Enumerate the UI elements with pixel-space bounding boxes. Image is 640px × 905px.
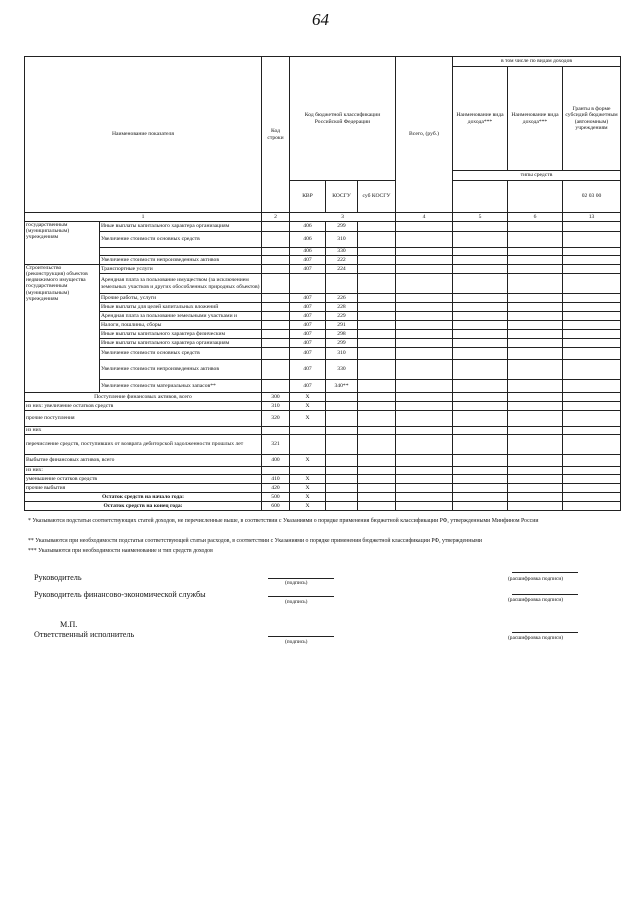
row-label: из них (25, 427, 262, 435)
x-cell (290, 467, 326, 475)
kvr-cell: 407 (290, 294, 326, 303)
kvr-cell: 407 (290, 339, 326, 348)
row-label: Увеличение стоимости непроизведенных активов (100, 256, 262, 265)
row-label: прочие выбытия (25, 484, 262, 493)
x-cell: X (290, 393, 326, 402)
rasshifrovka-caption: (расшифровка подписи) (508, 635, 564, 641)
income-name-2: Наименование вида дохода*** (508, 67, 563, 171)
footnote-2: ** Указываются при необходимости подстатьи соответствующей статьи расходов, в соответствии с Указаниями о порядке применения бюджетной классификации РФ, утвержденными (28, 538, 482, 544)
code-cell: 400 (262, 455, 290, 467)
kbk-col-header: Код бюджетной классификации Российской Федерации (290, 57, 396, 181)
x-cell (290, 435, 326, 455)
page-number: 64 (312, 10, 329, 29)
x-cell: X (290, 475, 326, 484)
kosgu-cell: 291 (326, 321, 358, 330)
total-col-header: Всего, (руб.) (396, 57, 453, 213)
kvr-cell: 407 (290, 256, 326, 265)
kosgu-cell: 224 (326, 265, 358, 274)
x-cell: X (290, 493, 326, 502)
row-label: Увеличение стоимости материальных запасов** (100, 380, 262, 393)
kosgu-cell: 330 (326, 248, 358, 256)
row-label: Налоги, пошлины, сборы (100, 321, 262, 330)
row-label: перечисление средств, поступивших от возврата дебиторской задолженности прошлых лет (25, 435, 262, 455)
row-label: Арендная плата за пользование имуществом (за исключением земельных участков и других обособленных природных объектов) (100, 274, 262, 294)
signature-line (512, 572, 578, 573)
row-label: прочие поступления (25, 411, 262, 427)
code-cell (262, 427, 290, 435)
code-cell: 420 (262, 484, 290, 493)
row-label: Транспортные услуги (100, 265, 262, 274)
name-col-header: Наименование показателя (25, 57, 262, 213)
col-num: 6 (508, 213, 563, 222)
x-cell (290, 427, 326, 435)
signature-line (268, 578, 334, 579)
rasshifrovka-caption: (расшифровка подписи) (508, 576, 564, 582)
code-cell: 500 (262, 493, 290, 502)
financial-table (24, 56, 621, 511)
row-label: из них: увеличение остатков средств (25, 402, 262, 411)
kosgu-cell: 298 (326, 330, 358, 339)
kosgu-cell (326, 274, 358, 294)
row-label: Иные выплаты капитального характера организациям (100, 222, 262, 232)
code-cell: 600 (262, 502, 290, 511)
signature-line (268, 636, 334, 637)
kvr-cell: 407 (290, 330, 326, 339)
kvr-header: КВР (290, 181, 326, 213)
kvr-cell: 406 (290, 222, 326, 232)
col-num: 13 (563, 213, 621, 222)
code-cell: 410 (262, 475, 290, 484)
kosgu-cell: 299 (326, 222, 358, 232)
code-cell: 321 (262, 435, 290, 455)
row-label: Арендная плата за пользование земельными участками и (100, 312, 262, 321)
kvr-cell: 406 (290, 232, 326, 248)
by-income-header: в том числе по видам доходов (453, 57, 621, 67)
code-cell (262, 467, 290, 475)
kosgu-cell: 229 (326, 312, 358, 321)
code-col-header: Код строки (262, 57, 290, 213)
row-label: Поступление финансовых активов, всего (25, 393, 262, 402)
kvr-cell: 407 (290, 312, 326, 321)
kosgu-header: КОСГУ (326, 181, 358, 213)
kosgu-cell: 226 (326, 294, 358, 303)
kvr-cell (290, 274, 326, 294)
row-label: Увеличение стоимости непроизведенных активов (100, 360, 262, 380)
row-label: уменьшение остатков средств (25, 475, 262, 484)
kosgu-cell: 340** (326, 380, 358, 393)
row-label: Прочие работы, услуги (100, 294, 262, 303)
group-label: государственным (муниципальным) учреждениям (25, 222, 100, 265)
row-label (100, 248, 262, 256)
signature-line (268, 596, 334, 597)
kosgu-cell: 299 (326, 339, 358, 348)
x-cell: X (290, 402, 326, 411)
footnote-3: *** Указываются при необходимости наименование и тип средств доходов (28, 548, 213, 554)
x-cell: X (290, 411, 326, 427)
mp-label: М.П. (60, 620, 78, 629)
podpis-caption: (подпись) (285, 580, 308, 586)
sub-kosgu-header: суб КОСГУ (358, 181, 396, 213)
rasshifrovka-caption: (расшифровка подписи) (508, 597, 564, 603)
x-cell: X (290, 455, 326, 467)
signature-line (512, 632, 578, 633)
col-num: 5 (453, 213, 508, 222)
group-label: Строительство (реконструкция) объектов недвижимого имущества государственным (муниципальным) учреждениям (25, 265, 100, 393)
kosgu-cell: 222 (326, 256, 358, 265)
col-num: 1 (25, 213, 262, 222)
row-label: Увеличение стоимости основных средств (100, 348, 262, 360)
signature-line (512, 594, 578, 595)
podpis-caption: (подпись) (285, 599, 308, 605)
kvr-cell: 407 (290, 303, 326, 312)
fund-code: 02 03 00 (563, 181, 621, 213)
executor-label: Ответственный исполнитель (34, 630, 135, 639)
x-cell: X (290, 484, 326, 493)
code-cell: 310 (262, 402, 290, 411)
kosgu-cell: 330 (326, 360, 358, 380)
col-num: 3 (290, 213, 396, 222)
fin-head-label: Руководитель финансово-экономической службы (34, 590, 206, 599)
kosgu-cell: 228 (326, 303, 358, 312)
row-label: Иные выплаты для целей капитальных вложений (100, 303, 262, 312)
row-label: Увеличение стоимости основных средств (100, 232, 262, 248)
kvr-cell: 407 (290, 348, 326, 360)
kvr-cell: 407 (290, 265, 326, 274)
grants-header: Гранты в форме субсидий бюджетным (автономным) учреждениям (563, 67, 621, 171)
income-name-1: Наименование вида дохода*** (453, 67, 508, 171)
podpis-caption: (подпись) (285, 639, 308, 645)
fund-type-label: типы средств (453, 171, 621, 181)
row-label: Остаток средств на начало года: (25, 493, 262, 502)
col-num: 4 (396, 213, 453, 222)
col-num: 2 (262, 213, 290, 222)
row-label: Иные выплаты капитального характера физическим (100, 330, 262, 339)
kvr-cell: 406 (290, 248, 326, 256)
kvr-cell: 407 (290, 380, 326, 393)
kvr-cell: 407 (290, 360, 326, 380)
row-label: Выбытие финансовых активов, всего (25, 455, 262, 467)
row-label: из них: (25, 467, 262, 475)
row-label: Иные выплаты капитального характера организациям (100, 339, 262, 348)
head-label: Руководитель (34, 573, 82, 582)
kosgu-cell: 310 (326, 348, 358, 360)
x-cell: X (290, 502, 326, 511)
code-cell: 300 (262, 393, 290, 402)
kvr-cell: 407 (290, 321, 326, 330)
code-cell: 320 (262, 411, 290, 427)
row-label: Остаток средств на конец года: (25, 502, 262, 511)
kosgu-cell: 310 (326, 232, 358, 248)
footnote-1: * Указываются подстатьи соответствующих статей доходов, не перечисленные выше, в соответствии с Указаниями о порядке применения бюджетной классификации РФ, утвержденными Минфином России (28, 518, 539, 524)
